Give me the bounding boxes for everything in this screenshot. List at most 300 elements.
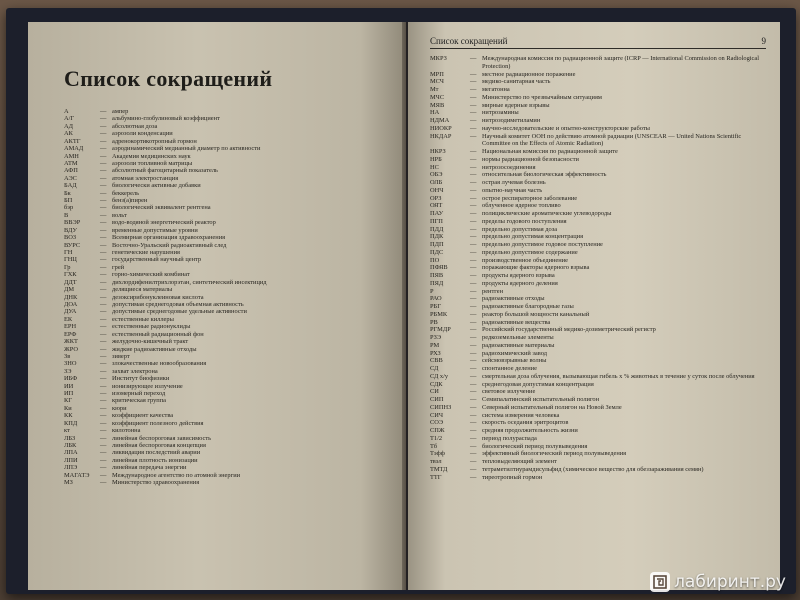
abbreviation-dash: — xyxy=(470,287,477,295)
abbreviation-dash: — xyxy=(470,365,477,372)
abbreviation-definition: Национальная комиссия по радиационной защите xyxy=(482,148,618,155)
abbreviation-entry xyxy=(430,319,766,327)
abbreviation-term: ИИ xyxy=(64,382,74,390)
abbreviation-dash: — xyxy=(470,303,477,310)
abbreviation-term: СИП xyxy=(430,396,444,403)
abbreviation-definition: производственное объединение xyxy=(482,256,568,264)
abbreviation-term: НА xyxy=(430,109,440,117)
abbreviation-entry xyxy=(64,375,392,382)
abbreviation-definition: тетраметилтиурамдисульфид (химическое вещество для обеззараживания семян) xyxy=(482,465,704,473)
abbreviation-definition: дихлордифенилтрихлорэтан, синтетический инсектицид xyxy=(112,278,267,286)
abbreviation-definition: медико-санитарная часть xyxy=(482,78,551,86)
abbreviation-dash: — xyxy=(470,78,477,86)
abbreviation-dash: — xyxy=(470,86,477,93)
abbreviation-definition: научно-исследовательские и опытно-конструкторские работы xyxy=(482,124,650,132)
abbreviation-term: ПГП xyxy=(430,217,443,225)
abbreviation-entry xyxy=(430,443,766,451)
abbreviation-definition: ампер xyxy=(112,108,129,115)
abbreviation-dash: — xyxy=(100,278,107,286)
abbreviation-term: РВ xyxy=(430,318,438,326)
abbreviation-definition: опытно-научная часть xyxy=(482,186,543,194)
abbreviation-entry xyxy=(64,449,392,456)
abbreviation-entry xyxy=(64,464,392,471)
abbreviation-entry xyxy=(430,171,766,179)
abbreviation-term: ДМ xyxy=(64,286,75,294)
abbreviation-term: T1/2 xyxy=(430,434,443,442)
abbreviation-dash: — xyxy=(100,152,107,160)
abbreviation-definition: рентген xyxy=(482,287,504,295)
running-head-title: Список сокращений xyxy=(430,36,508,46)
abbreviation-term: АКТГ xyxy=(64,137,81,145)
abbreviation-dash: — xyxy=(470,419,477,427)
abbreviation-definition: грей xyxy=(112,263,125,271)
abbreviation-dash: — xyxy=(100,449,107,457)
abbreviation-dash: — xyxy=(100,159,107,167)
abbreviation-dash: — xyxy=(100,419,107,427)
abbreviation-term: Р xyxy=(430,287,434,295)
abbreviation-entry xyxy=(64,286,392,293)
abbreviation-definition: Международное агентство по атомной энергии xyxy=(112,471,241,479)
abbreviation-entry xyxy=(430,264,766,272)
abbreviation-dash: — xyxy=(100,338,107,346)
abbreviation-dash: — xyxy=(100,397,107,405)
abbreviation-term: ПДП xyxy=(430,241,444,248)
abbreviation-definition: реактор большой мощности канальный xyxy=(482,310,590,318)
abbreviation-entry xyxy=(430,257,766,265)
abbreviation-dash: — xyxy=(470,210,477,217)
abbreviation-definition: ликвидация последствий аварии xyxy=(112,449,201,457)
abbreviation-definition: альбумино-глобулиновый коэффициент xyxy=(112,115,220,123)
abbreviation-term: ВДУ xyxy=(64,226,77,234)
abbreviation-dash: — xyxy=(470,248,477,256)
abbreviation-dash: — xyxy=(470,411,477,419)
abbreviation-dash: — xyxy=(100,204,107,212)
abbreviation-term: ДДТ xyxy=(64,278,77,286)
abbreviation-entry xyxy=(64,227,392,234)
abbreviation-dash: — xyxy=(100,360,107,368)
abbreviation-dash: — xyxy=(470,310,477,318)
abbreviation-entry xyxy=(64,197,392,204)
abbreviation-term: СД xyxy=(430,365,439,372)
abbreviation-term: АТМ xyxy=(64,159,78,167)
abbreviation-term: А xyxy=(64,108,69,115)
abbreviation-term: ПДД xyxy=(430,225,444,233)
abbreviation-entry xyxy=(64,123,392,130)
abbreviation-dash: — xyxy=(100,412,107,420)
abbreviation-entry xyxy=(430,241,766,249)
abbreviation-entry xyxy=(430,474,766,482)
abbreviation-term: ЛБК xyxy=(64,441,77,449)
abbreviation-entry xyxy=(64,242,392,249)
abbreviation-definition: Восточно-Уральский радиоактивный след xyxy=(112,241,227,249)
abbreviation-term: РАО xyxy=(430,295,442,303)
abbreviation-entry xyxy=(430,55,766,71)
abbreviation-term: МАГАТЭ xyxy=(64,471,90,479)
abbreviation-dash: — xyxy=(470,179,477,186)
abbreviation-dash: — xyxy=(470,295,477,303)
abbreviation-dash: — xyxy=(100,108,107,115)
abbreviation-entry xyxy=(64,271,392,278)
page-title: Список сокращений xyxy=(64,66,273,91)
abbreviation-entry xyxy=(430,381,766,389)
abbreviation-entry xyxy=(430,109,766,117)
abbreviation-definition: нитрозосоединения xyxy=(482,163,536,171)
abbreviation-definition: редкоземельные элементы xyxy=(482,334,554,341)
abbreviation-definition: световое излучение xyxy=(482,388,536,396)
abbreviation-dash: — xyxy=(100,167,107,175)
abbreviation-dash: — xyxy=(100,256,107,264)
abbreviation-term: СДК xyxy=(430,380,443,388)
abbreviation-entry xyxy=(64,360,392,367)
abbreviation-definition: абсолютный фагоцитарный показатель xyxy=(112,167,218,175)
abbreviation-dash: — xyxy=(100,271,107,279)
abbreviation-term: ПДК xyxy=(430,233,444,241)
abbreviation-definition: нормы радиационной безопасности xyxy=(482,155,579,163)
abbreviation-term: ЕРН xyxy=(64,323,77,331)
abbreviation-term: ЕК xyxy=(64,315,73,323)
abbreviation-term: КГ xyxy=(64,397,72,405)
abbreviation-definition: предельно допустимая концентрация xyxy=(482,233,584,241)
abbreviation-entry xyxy=(430,210,766,218)
abbreviation-dash: — xyxy=(470,124,477,132)
abbreviation-dash: — xyxy=(470,194,477,202)
abbreviation-term: БАД xyxy=(64,182,77,190)
abbreviation-definition: захват электрона xyxy=(112,367,158,375)
abbreviation-dash: — xyxy=(100,219,107,227)
abbreviation-definition: линейная беспороговая зависимость xyxy=(112,434,212,442)
abbreviation-dash: — xyxy=(470,473,477,481)
abbreviation-definition: мирные ядерные взрывы xyxy=(482,101,550,109)
abbreviation-dash: — xyxy=(100,367,107,375)
abbreviation-term: НИОКР xyxy=(430,124,452,132)
abbreviation-term: Tэфф xyxy=(430,450,445,458)
abbreviation-term: ЛПА xyxy=(64,449,78,457)
abbreviation-term: ПДС xyxy=(430,248,444,256)
abbreviation-definition: абсолютная доза xyxy=(112,122,158,130)
abbreviation-term: ВВЭР xyxy=(64,219,81,227)
abbreviation-entry xyxy=(430,94,766,102)
abbreviation-dash: — xyxy=(470,465,477,473)
abbreviation-term: В xyxy=(64,211,69,219)
abbreviation-entry xyxy=(64,353,392,360)
abbreviation-entry xyxy=(64,190,392,197)
abbreviation-entry xyxy=(430,419,766,427)
abbreviation-term: Зв xyxy=(64,352,71,360)
abbreviation-term: ОЯТ xyxy=(430,202,443,210)
abbreviation-term: Ки xyxy=(64,404,72,412)
abbreviation-definition: линейная плотность ионизации xyxy=(112,456,198,464)
abbreviation-term: НРБ xyxy=(430,155,442,163)
abbreviation-definition: Международная комиссия по радиационной защите (ICRP — International Commission on Radiological Protection) xyxy=(482,55,760,70)
abbreviation-dash: — xyxy=(100,375,107,383)
abbreviation-entry xyxy=(64,167,392,174)
abbreviation-dash: — xyxy=(470,109,477,117)
abbreviation-entry xyxy=(64,435,392,442)
abbreviation-entry xyxy=(64,427,392,434)
watermark-text: лабиринт.ру xyxy=(674,572,786,592)
abbreviation-entry xyxy=(430,102,766,110)
abbreviation-dash: — xyxy=(470,217,477,225)
abbreviation-entry xyxy=(64,338,392,345)
abbreviation-definition: Всемирная организация здравоохранения xyxy=(112,234,226,242)
abbreviation-term: ЖРО xyxy=(64,345,78,353)
abbreviation-entry xyxy=(430,350,766,358)
abbreviation-definition: радиоактивные вещества xyxy=(482,318,551,326)
abbreviation-entry xyxy=(64,405,392,412)
abbreviation-definition: горно-химический комбинат xyxy=(112,271,190,279)
abbreviation-dash: — xyxy=(470,233,477,241)
abbreviation-dash: — xyxy=(470,101,477,109)
abbreviation-term: ОЛБ xyxy=(430,179,443,186)
abbreviation-entry xyxy=(64,234,392,241)
abbreviation-entry xyxy=(64,175,392,182)
abbreviation-entry xyxy=(64,145,392,152)
abbreviation-definition: биологически активные добавки xyxy=(112,182,201,190)
abbreviation-definition: облученное ядерное топливо xyxy=(482,202,561,210)
abbreviation-term: ГНЦ xyxy=(64,256,77,264)
abbreviation-term: СД x/y xyxy=(430,372,449,380)
abbreviation-definition: беккерель xyxy=(112,189,140,197)
abbreviation-dash: — xyxy=(100,189,107,197)
abbreviation-dash: — xyxy=(100,308,107,316)
abbreviation-dash: — xyxy=(100,471,107,479)
abbreviation-entry xyxy=(430,117,766,125)
abbreviation-dash: — xyxy=(100,390,107,398)
abbreviation-definition: злокачественные новообразования xyxy=(112,360,207,368)
abbreviation-definition: нитрозодиметиламин xyxy=(482,117,541,124)
abbreviation-entry xyxy=(64,420,392,427)
page-number: 9 xyxy=(761,36,766,46)
abbreviation-entry xyxy=(64,390,392,397)
abbreviation-term: НС xyxy=(430,163,439,171)
abbreviation-dash: — xyxy=(470,380,477,388)
abbreviation-dash: — xyxy=(100,130,107,138)
abbreviation-dash: — xyxy=(100,234,107,242)
abbreviation-definition: радиоактивные благородные газы xyxy=(482,303,574,310)
abbreviation-definition: биологический период полувыведения xyxy=(482,442,588,450)
abbreviation-definition: спонтанное деление xyxy=(482,365,537,372)
abbreviation-term: ПО xyxy=(430,256,440,264)
abbreviation-term: АМАД xyxy=(64,145,84,153)
abbreviation-definition: радиоактивные материалы xyxy=(482,341,555,349)
abbreviation-definition: естественный радиационный фон xyxy=(112,330,204,338)
abbreviation-dash: — xyxy=(470,326,477,334)
abbreviation-dash: — xyxy=(100,241,107,249)
abbreviation-dash: — xyxy=(470,117,477,124)
abbreviation-dash: — xyxy=(470,93,477,101)
abbreviation-dash: — xyxy=(470,225,477,233)
abbreviation-dash: — xyxy=(470,427,477,434)
abbreviation-entry xyxy=(64,346,392,353)
abbreviation-dash: — xyxy=(100,293,107,301)
abbreviation-definition: Северный испытательный полигон на Новой Земле xyxy=(482,403,622,411)
abbreviation-entry xyxy=(64,457,392,464)
abbreviation-term: ПФЯВ xyxy=(430,264,448,272)
abbreviation-definition: зиверт xyxy=(112,352,130,360)
abbreviation-entry xyxy=(430,164,766,172)
abbreviation-entry xyxy=(64,294,392,301)
abbreviation-entry xyxy=(64,219,392,226)
abbreviation-dash: — xyxy=(470,70,477,78)
abbreviation-entry xyxy=(430,187,766,195)
abbreviation-dash: — xyxy=(470,458,477,465)
abbreviation-term: НКДАР xyxy=(430,132,452,140)
abbreviation-entry xyxy=(430,357,766,365)
abbreviation-definition: период полураспада xyxy=(482,434,537,442)
abbreviation-entry xyxy=(430,373,766,381)
abbreviation-term: МЧС xyxy=(430,93,445,101)
abbreviation-entry xyxy=(64,130,392,137)
abbreviation-definition: генетические нарушения xyxy=(112,249,180,257)
abbreviation-term: ЕРФ xyxy=(64,330,77,338)
abbreviation-entry xyxy=(430,78,766,86)
abbreviation-term: ОРЗ xyxy=(430,194,442,202)
open-book xyxy=(6,8,796,594)
abbreviation-dash: — xyxy=(470,155,477,163)
abbreviation-entry xyxy=(64,256,392,263)
abbreviation-dash: — xyxy=(470,202,477,210)
abbreviation-term: АК xyxy=(64,130,73,138)
abbreviation-dash: — xyxy=(100,315,107,323)
abbreviation-definition: естественные радионуклиды xyxy=(112,323,191,331)
abbreviation-entry xyxy=(430,295,766,303)
abbreviation-definition: коэффициент полезного действия xyxy=(112,419,204,427)
abbreviation-entry xyxy=(430,86,766,94)
abbreviation-definition: продукты ядерного деления xyxy=(482,279,558,287)
abbreviation-dash: — xyxy=(100,427,107,435)
abbreviation-definition: Российский государственный медико-дозиметрический регистр xyxy=(482,326,656,334)
abbreviation-entry xyxy=(64,204,392,211)
abbreviation-dash: — xyxy=(100,323,107,331)
abbreviation-entry xyxy=(430,280,766,288)
abbreviation-term: СВВ xyxy=(430,357,443,365)
abbreviation-entry xyxy=(430,249,766,257)
abbreviation-entry xyxy=(64,138,392,145)
abbreviation-term: РХЗ xyxy=(430,349,441,357)
abbreviation-entry xyxy=(430,148,766,156)
abbreviation-term: бэр xyxy=(64,204,74,212)
abbreviation-definition: кюри xyxy=(112,404,127,412)
abbreviation-dash: — xyxy=(470,241,477,248)
abbreviation-term: КК xyxy=(64,412,73,420)
abbreviation-dash: — xyxy=(470,388,477,396)
abbreviation-entry xyxy=(64,153,392,160)
abbreviation-term: МРП xyxy=(430,70,444,78)
abbreviation-definition: линейная передача энергии xyxy=(112,464,187,472)
abbreviation-term: РМ xyxy=(430,341,440,349)
abbreviation-definition: желудочно-кишечный тракт xyxy=(112,338,189,346)
abbreviation-term: НДМА xyxy=(430,117,450,124)
abbreviation-entry xyxy=(64,115,392,122)
abbreviation-definition: эффективный биологический период полувыведения xyxy=(482,450,627,458)
abbreviation-definition: тиреотропный гормон xyxy=(482,473,543,481)
abbreviation-definition: коэффициент качества xyxy=(112,412,174,420)
abbreviation-definition: радиохимический завод xyxy=(482,349,548,357)
abbreviation-definition: Семипалатинский испытательный полигон xyxy=(482,396,600,403)
abbreviation-term: твэл xyxy=(430,458,442,465)
abbreviation-entry xyxy=(64,301,392,308)
abbreviation-term: ПАУ xyxy=(430,210,444,217)
abbreviation-term: БП xyxy=(64,197,73,205)
abbreviation-term: РГМДР xyxy=(430,326,451,334)
abbreviation-dash: — xyxy=(470,55,477,62)
abbreviation-term: Гр xyxy=(64,263,71,271)
abbreviation-term: СОЭ xyxy=(430,419,444,427)
abbreviation-definition: радиоактивные отходы xyxy=(482,295,545,303)
abbreviation-term: РБГ xyxy=(430,303,441,310)
abbreviation-term: АФП xyxy=(64,167,78,175)
abbreviation-dash: — xyxy=(470,341,477,349)
abbreviation-entry xyxy=(64,316,392,323)
abbreviation-term: ЖКТ xyxy=(64,338,78,346)
abbreviation-term: ЛПЭ xyxy=(64,464,78,472)
abbreviation-entry xyxy=(64,472,392,479)
abbreviation-entry xyxy=(430,226,766,234)
abbreviation-dash: — xyxy=(100,263,107,271)
abbreviation-dash: — xyxy=(100,404,107,412)
abbreviation-dash: — xyxy=(470,318,477,326)
abbreviation-term: МЗ xyxy=(64,479,73,487)
abbreviation-entry xyxy=(64,323,392,330)
abbreviation-term: РБМК xyxy=(430,310,448,318)
abbreviation-dash: — xyxy=(470,450,477,458)
abbreviation-definition: водо-водяной энергетический реактор xyxy=(112,219,216,227)
abbreviation-definition: поражающие факторы ядерного взрыва xyxy=(482,264,590,272)
abbreviation-term: ПЯВ xyxy=(430,272,444,279)
abbreviation-dash: — xyxy=(100,352,107,360)
right-page xyxy=(408,22,780,590)
abbreviation-definition: атомная электростанция xyxy=(112,174,179,182)
abbreviation-definition: сейсмовзрывные волны xyxy=(482,357,547,365)
abbreviation-dash: — xyxy=(470,171,477,179)
abbreviation-entry xyxy=(64,368,392,375)
abbreviation-term: СИЧ xyxy=(430,411,444,419)
abbreviation-term: ГХК xyxy=(64,271,77,279)
abbreviation-definition: адренокортикотропный гормон xyxy=(112,137,197,145)
abbreviation-definition: Академия медицинских наук xyxy=(112,152,191,160)
abbreviation-dash: — xyxy=(470,403,477,411)
abbreviation-entry xyxy=(430,365,766,373)
abbreviation-definition: Министерство по чрезвычайным ситуациям xyxy=(482,93,602,101)
abbreviation-term: СИПНЗ xyxy=(430,403,452,411)
abbreviation-dash: — xyxy=(100,137,107,145)
abbreviation-dash: — xyxy=(470,132,477,140)
abbreviation-term: ВУРС xyxy=(64,241,81,249)
abbreviation-definition: острая лучевая болезнь xyxy=(482,179,546,186)
abbreviation-entry xyxy=(64,160,392,167)
abbreviation-dash: — xyxy=(100,464,107,472)
abbreviation-entry xyxy=(64,479,392,486)
abbreviation-term: Мт xyxy=(430,86,439,93)
abbreviation-term: кт xyxy=(64,427,70,435)
abbreviation-definition: средняя продолжительность жизни xyxy=(482,427,578,434)
abbreviation-entry xyxy=(430,202,766,210)
abbreviation-term: ЛБЗ xyxy=(64,434,76,442)
abbreviation-entry xyxy=(430,450,766,458)
abbreviation-definition: среднегодовая допустимая концентрация xyxy=(482,380,594,388)
abbreviation-dash: — xyxy=(100,456,107,464)
abbreviation-definition: мегатонна xyxy=(482,86,510,93)
abbreviation-entry xyxy=(430,427,766,435)
abbreviation-dash: — xyxy=(100,211,107,219)
abbreviation-entry xyxy=(64,108,392,115)
abbreviation-entry xyxy=(430,342,766,350)
abbreviation-definition: изомерный переход xyxy=(112,390,166,398)
abbreviation-entry xyxy=(430,233,766,241)
abbreviation-dash: — xyxy=(470,264,477,272)
abbreviation-term: ОБЭ xyxy=(430,171,443,179)
abbreviation-entry xyxy=(430,133,766,149)
